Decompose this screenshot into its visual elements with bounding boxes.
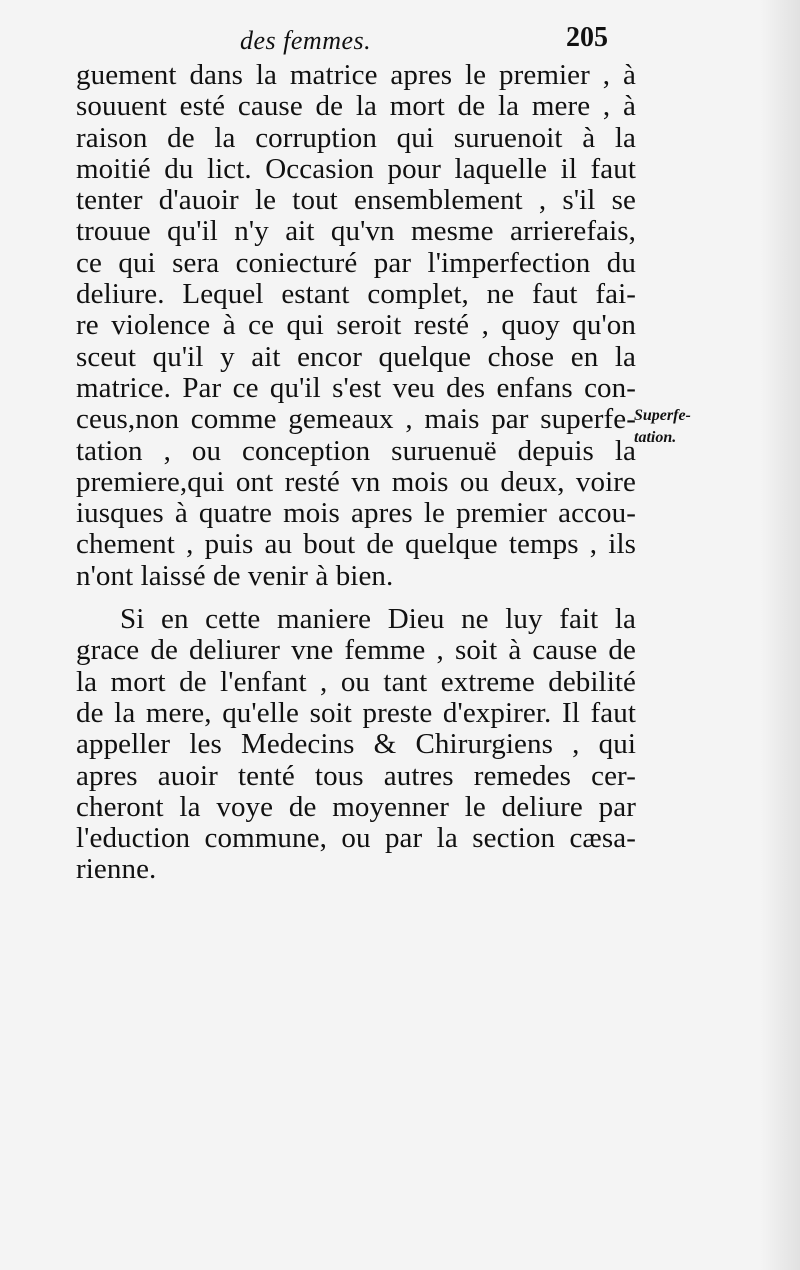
- text-line: trouue qu'il n'y ait qu'vn mesme arrierefais,: [76, 215, 636, 248]
- text-line: appeller les Medecins & Chirurgiens , qui: [76, 728, 636, 761]
- text-line: ce qui sera coniecturé par l'imperfection du: [76, 246, 636, 279]
- text-line: chement , puis au bout de quelque temps , ils: [76, 528, 636, 561]
- text-line: Si en cette maniere Dieu ne luy fait la: [120, 603, 636, 636]
- text-line: tenter d'auoir le tout ensemblement , s'il se: [76, 184, 636, 217]
- text-line: de la mere, qu'elle soit preste d'expirer. Il faut: [76, 696, 636, 729]
- page-gutter-shadow: [760, 0, 800, 1270]
- text-line: la mort de l'enfant , ou tant extreme debilité: [76, 665, 636, 698]
- text-line: rienne.: [76, 853, 157, 886]
- text-line: raison de la corruption qui suruenoit à la: [76, 121, 636, 154]
- text-line: premiere,qui ont resté vn mois ou deux, voire: [76, 465, 636, 498]
- text-line: n'ont laissé de venir à bien.: [76, 559, 394, 592]
- text-line: re violence à ce qui seroit resté , quoy qu'on: [76, 309, 636, 342]
- text-line: souuent esté cause de la mort de la mere , à: [76, 90, 636, 123]
- text-line: deliure. Lequel estant complet, ne faut fai-: [76, 278, 636, 311]
- text-line: tation , ou conception suruenuë depuis la: [76, 434, 636, 467]
- text-line: iusques à quatre mois apres le premier accou-: [76, 497, 636, 530]
- text-line: apres auoir tenté tous autres remedes cer-: [76, 759, 636, 792]
- text-line: ceus,non comme gemeaux , mais par superfe-: [76, 403, 636, 436]
- page-number: 205: [566, 22, 608, 53]
- text-line: matrice. Par ce qu'il s'est veu des enfans con-: [76, 371, 636, 404]
- text-line: grace de deliurer vne femme , soit à cause de: [76, 634, 636, 667]
- text-line: moitié du lict. Occasion pour laquelle il faut: [76, 152, 636, 185]
- text-line: guement dans la matrice apres le premier , à: [76, 59, 636, 91]
- text-line: sceut qu'il y ait encor quelque chose en la: [76, 340, 636, 373]
- paragraph-1: [76, 60, 636, 592]
- body-text: [76, 60, 636, 886]
- paragraph-2: [76, 604, 636, 886]
- running-head: des femmes.: [240, 26, 372, 55]
- marginal-note-line: tation.: [634, 429, 677, 446]
- text-line: cheront la voye de moyenner le deliure par: [76, 790, 636, 823]
- marginal-note-line: Superfe-: [634, 407, 691, 424]
- marginal-note: [634, 405, 724, 449]
- text-line: l'eduction commune, ou par la section cæsa-: [76, 822, 636, 855]
